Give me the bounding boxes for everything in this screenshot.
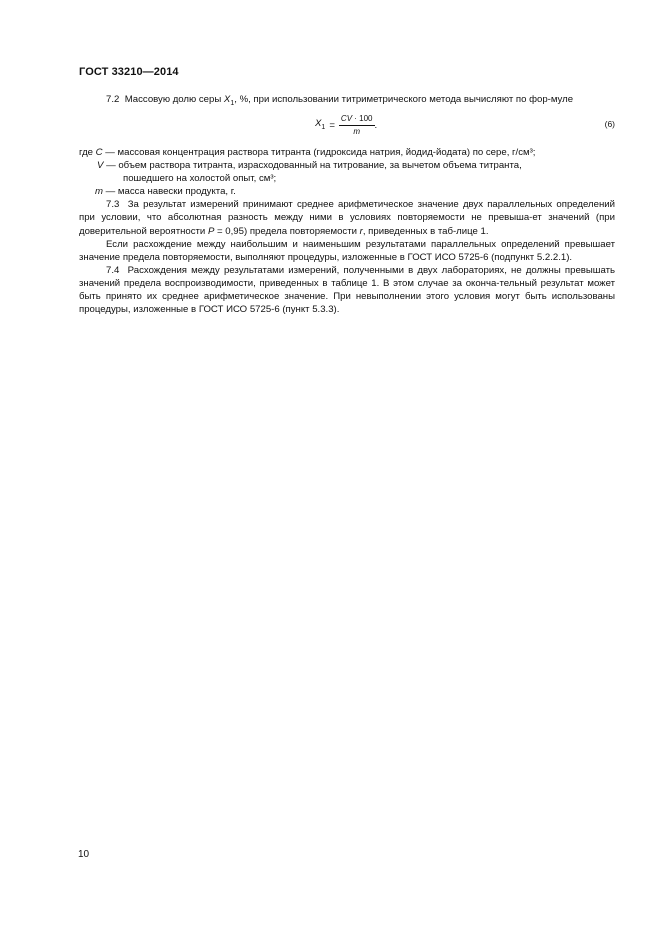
document-header: ГОСТ 33210—2014 <box>79 66 179 78</box>
variable-definitions <box>79 146 615 198</box>
where-prefix: где <box>79 147 96 158</box>
variable: X <box>223 94 231 105</box>
clause-number: 7.4 <box>106 264 120 276</box>
numerator-const: · 100 <box>352 114 373 123</box>
formula-expression <box>315 114 377 137</box>
definition-symbol: C <box>95 147 103 158</box>
paragraph-text: Расхождения между результатами измерений, полученными в двух лабораториях, не должны превышать значений предела воспроизводимости, приведенных в таблице 1. В этом случае за оконча-тельный результат может быть принято их среднее арифметическое значение. При невыполнении этого условия могут быть использованы процедуры, изложенные в ГОСТ ИСО 5725-6 (пункт 5.3.3). <box>79 264 615 316</box>
page-number: 10 <box>78 849 90 860</box>
definition-text: — объем раствора титранта, израсходованный на титрование, за вычетом объема титранта, <box>103 160 522 172</box>
variable: r <box>359 225 363 237</box>
formula-lhs <box>315 117 325 134</box>
formula-fraction <box>339 114 375 137</box>
paragraph-text: За результат измерений принимают среднее арифметическое значение двух параллельных определений при условии, что абсолютная разность между ними в условиях повторяемости не превыша-ет значений (при доверительной вероятности <box>79 199 615 237</box>
definition-c <box>79 146 615 159</box>
definition-symbol: m <box>95 186 103 198</box>
variable-subscript: 1 <box>230 99 235 107</box>
paragraph-text: = 0,95) предела повторяемости <box>214 225 360 237</box>
formula-end: . <box>374 119 378 131</box>
formula-equals: = <box>329 119 335 131</box>
paragraph-7-4 <box>79 264 615 316</box>
numerator-var: CV <box>340 114 353 123</box>
paragraph-text: , %, при использовании титриметрического метода вычисляют по фор-муле <box>234 94 574 105</box>
definition-text: — масса навески продукта, г. <box>103 186 236 198</box>
paragraph-7-3 <box>79 198 615 237</box>
definition-m <box>79 185 615 198</box>
definition-text: пошедшего на холостой опыт, см³; <box>123 173 277 185</box>
definition-v <box>79 159 615 172</box>
definition-v-cont <box>79 172 615 185</box>
clause-number: 7.2 <box>106 94 120 105</box>
paragraph-text: , приведенных в таб-лице 1. <box>362 225 489 237</box>
definition-text: — массовая концентрация раствора титранта (гидроксида натрия, йодид-йодата) по сере, г/см³; <box>102 147 536 158</box>
definition-symbol: V <box>97 160 104 172</box>
formula-numerator <box>339 114 375 126</box>
document-body <box>79 93 615 316</box>
formula-denominator: m <box>353 127 361 136</box>
clause-number: 7.3 <box>106 199 120 211</box>
paragraph-7-2 <box>79 93 615 110</box>
equation-number: (6) <box>604 119 615 129</box>
formula-6 <box>79 113 615 142</box>
variable: P <box>207 225 215 237</box>
paragraph-7-3-continued: Если расхождение между наибольшим и наименьшим результатами параллельных определений превышает значение предела повторяемости, выполняют процедуры, изложенные в ГОСТ ИСО 5725-6 (подпункт 5.2.2.1). <box>79 238 615 263</box>
paragraph-text: Массовую долю серы <box>124 94 224 105</box>
formula-lhs-sub: 1 <box>321 123 326 131</box>
formula-lhs-var: X <box>315 118 322 129</box>
